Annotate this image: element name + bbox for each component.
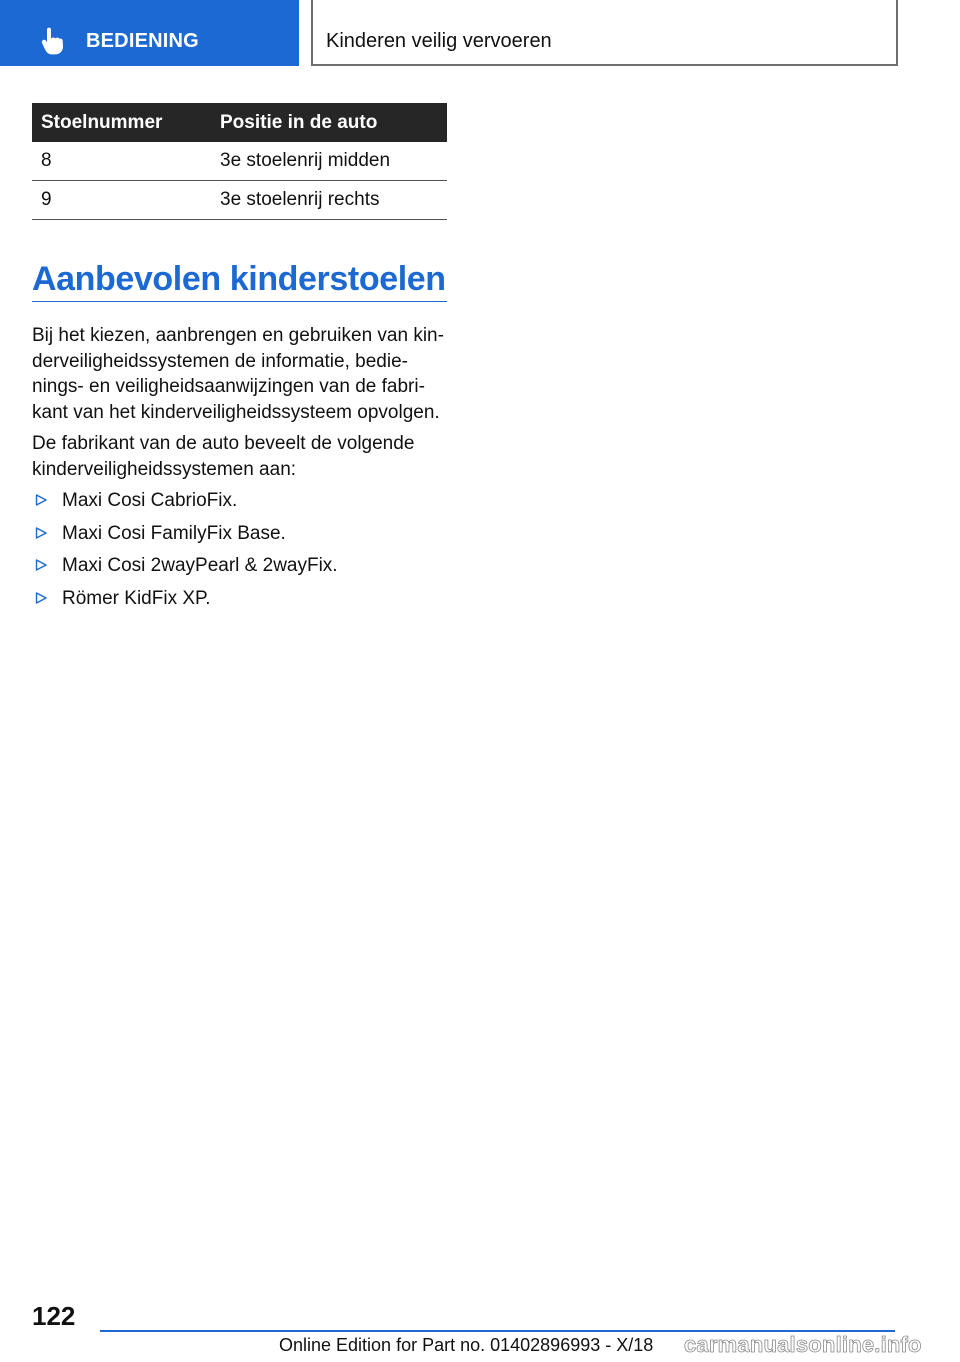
list-item-text: Maxi Cosi CabrioFix. [62,490,238,511]
recommendation-paragraph [32,431,452,482]
list-item-text: Maxi Cosi FamilyFix Base. [62,522,286,544]
list-item [32,488,452,521]
list-item [32,553,452,586]
triangle-right-icon [35,592,47,604]
chapter-title: Kinderen veilig vervoeren [326,30,552,52]
section-label: BEDIENING [86,30,199,52]
page-header [0,0,960,66]
section-heading: Aanbevolen kinderstoelen [32,258,447,302]
child-seat-list [32,488,452,618]
table-row [32,181,447,220]
paragraph-line: kinderveiligheidssystemen aan: [32,458,297,480]
triangle-right-icon [35,527,47,539]
table-cell-seat-number: 8 [32,142,211,181]
watermark: carmanualsonline.info [684,1332,922,1357]
table-header-row [32,103,447,142]
pointing-hand-icon [38,27,66,55]
edition-text: Online Edition for Part no. 01402896993 - X/18 [279,1335,654,1355]
list-item [32,521,452,554]
table-cell-position: 3e stoelenrij midden [211,142,447,181]
column-header-position: Positie in de auto [211,103,447,142]
paragraph-line: derveiligheidssystemen de informatie, bedie‐ [32,350,408,372]
chapter-header [311,0,898,66]
triangle-right-icon [35,494,47,506]
list-item [32,586,452,619]
table-row [32,142,447,181]
table-cell-position: 3e stoelenrij rechts [211,181,447,220]
column-header-seat-number: Stoelnummer [32,103,211,142]
section-tab [0,0,299,66]
table-cell-seat-number: 9 [32,181,211,220]
seat-position-table [32,103,447,220]
paragraph-line: Bij het kiezen, aanbrengen en gebruiken van kin‐ [32,325,444,346]
list-item-text: Maxi Cosi 2wayPearl & 2wayFix. [62,555,338,576]
paragraph-line: De fabrikant van de auto beveelt de volgende [32,433,415,454]
triangle-right-icon [35,559,47,571]
list-item-text: Römer KidFix XP. [62,587,211,609]
intro-paragraph [32,323,452,425]
paragraph-line: kant van het kinderveiligheidssysteem opvolgen. [32,401,440,423]
page-number: 122 [32,1301,76,1331]
paragraph-line: nings- en veiligheidsaanwijzingen van de fabri‐ [32,376,425,397]
